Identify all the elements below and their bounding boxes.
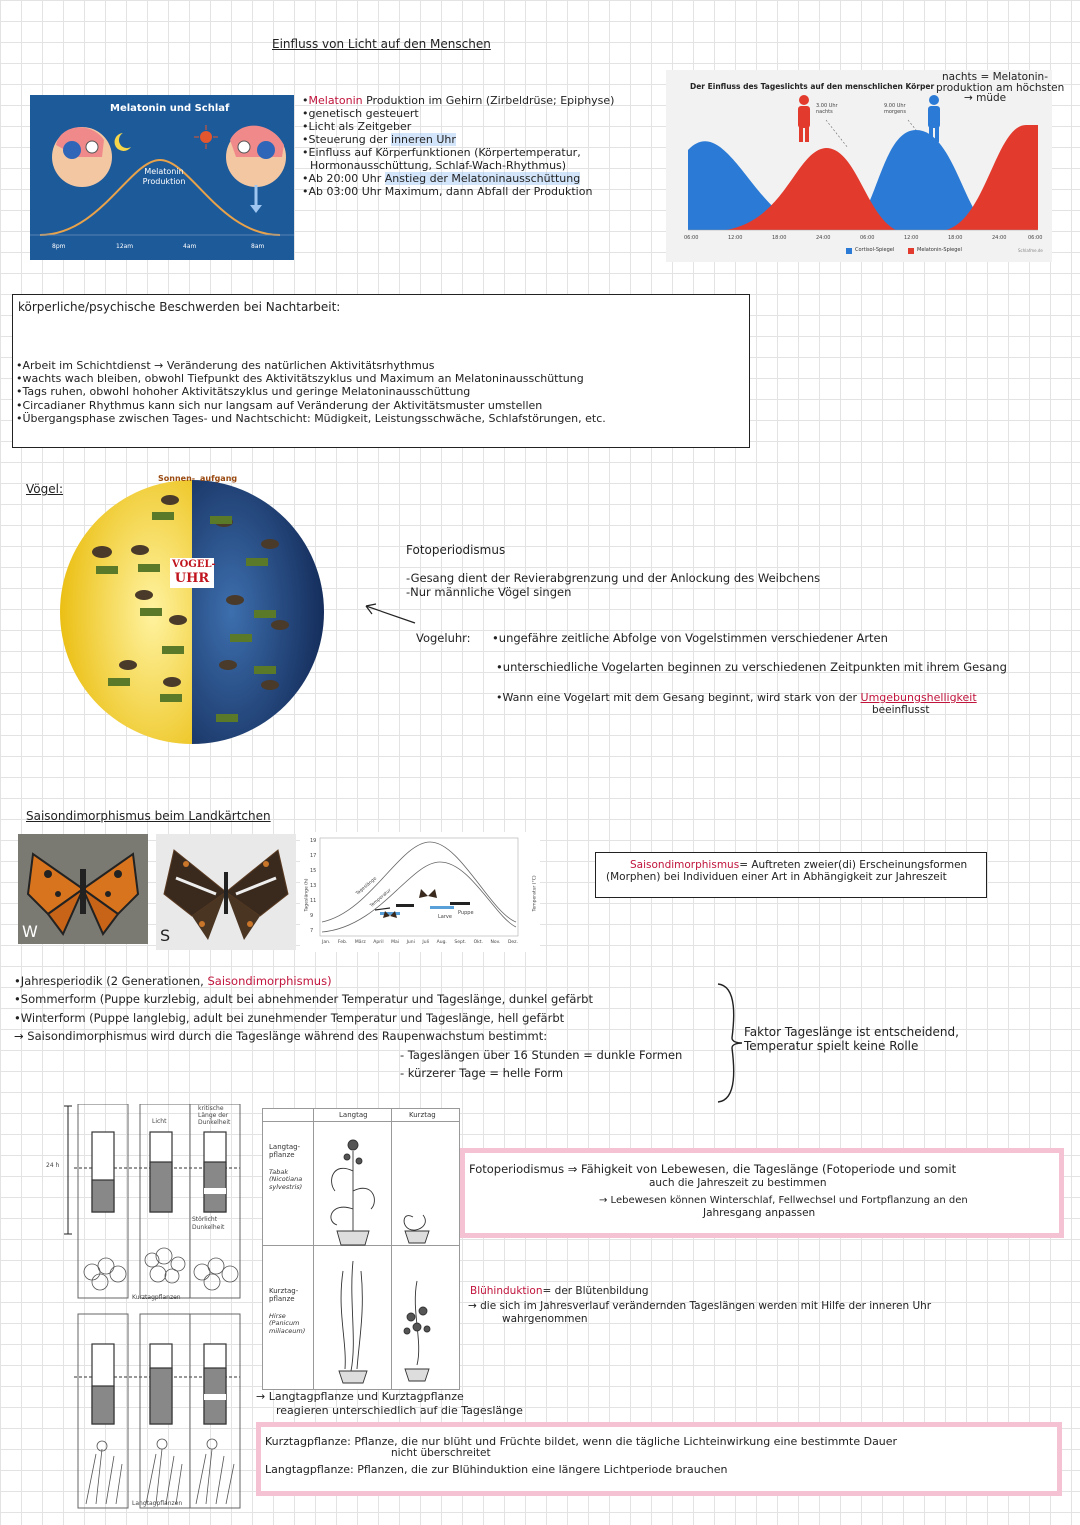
photo-def-line1: Fotoperiodismus ⇒ Fähigkeit von Lebewesen, die Tageslänge (Fotoperiode und somit (469, 1162, 957, 1176)
chart-ytick: 9 (310, 913, 314, 919)
melatonin-note-2: •genetisch gesteuert (302, 106, 419, 120)
birds-heading: Vögel: (26, 482, 63, 496)
melatonin-card-center-label: Melatonin Produktion (142, 167, 186, 186)
night-melatonin-note (936, 72, 1078, 104)
month-label: April (373, 940, 384, 945)
bird-clock-sunrise-right: aufgang (200, 474, 238, 483)
row1-label: Langtag-pflanze (269, 1143, 301, 1160)
month-label: März (354, 940, 366, 945)
melatonin-note-7: •Ab 03:00 Uhr Maximum, dann Abfall der Produktion (302, 184, 593, 198)
chart-ytick: 11 (310, 898, 317, 904)
night-work-item: •wachts wach bleiben, obwohl Tiefpunkt des Aktivitätszyklus und Maximum an Melatoninausschüttung (16, 372, 584, 386)
chart-ytick: 17 (310, 853, 317, 859)
react-note-2: reagieren unterschiedlich auf die Tageslänge (276, 1404, 523, 1417)
month-label: Okt. (473, 940, 483, 945)
bird-clock-note-3-suffix: beeinflusst (872, 704, 930, 716)
react-note-1: → Langtagpflanze und Kurztagpflanze (256, 1390, 464, 1403)
bar-label-licht: Licht (152, 1118, 167, 1125)
photoperiodism-definition-box (460, 1148, 1064, 1238)
daylight-x-5: 12:00 (904, 235, 919, 241)
bloom-induction: Blühinduktion= der Blütenbildung (470, 1285, 649, 1297)
melatonin-time-4am: 4am (183, 243, 197, 250)
winter-label: W (22, 922, 38, 941)
saisondimorphismus-definition-box (595, 852, 987, 898)
butterfly-note-1: •Jahresperiodik (2 Generationen, Saisondimorphismus) (14, 974, 332, 988)
melatonin-time-8am: 8am (251, 243, 265, 250)
bird-clock-note-3: •Wann eine Vogelart mit dem Gesang beginnt, wird stark von der Umgebungshelligkeit (496, 691, 977, 704)
night-work-item: •Übergangsphase zwischen Tages- und Nachtschicht: Müdigkeit, Leistungsschwäche, Schlafstörungen, etc. (16, 411, 606, 425)
chart-months (322, 940, 518, 945)
bar-label-critical: kritische Länge der Dunkelheit (198, 1105, 231, 1126)
night-work-item: •Circadianer Rhythmus kann sich nur langsam auf Veränderung der Aktivitätsmuster umstellen (16, 398, 543, 412)
legend-cortisol: Cortisol-Spiegel (855, 247, 895, 253)
chart-ytick: 15 (310, 868, 317, 874)
month-label: Sept. (454, 940, 467, 945)
melatonin-note-3: •Licht als Zeitgeber (302, 119, 412, 133)
daylight-figure1-label: 3.00 Uhr nachts (816, 103, 838, 115)
daylight-figure2-label: 9.00 Uhr morgens (884, 103, 906, 115)
butterfly-notes (14, 972, 714, 1082)
butterfly-note-3: •Winterform (Puppe langlebig, adult bei zunehmender Temperatur und Tageslänge, hell gefärbt (14, 1010, 565, 1025)
melatonin-notes (302, 95, 662, 199)
factor-note: Faktor Tageslänge ist entscheidend, Temperatur spielt keine Rolle (744, 1025, 959, 1054)
melatonin-note-4: •Steuerung der inneren Uhr (302, 132, 456, 146)
bird-clock-label: Vogeluhr: (416, 631, 471, 645)
night-work-box (12, 294, 750, 448)
saisondimorphismus-definition: Saisondimorphismus= Auftreten zweier(di) Erscheinungsformen (Morphen) bei Individuen einer Art in Abhängigkeit zur Jahreszeit (606, 859, 968, 884)
caption-langtagpflanzen: Langtagpflanzen (132, 1500, 183, 1507)
grid-col-langtag: Langtag (339, 1111, 368, 1119)
month-label: Nov. (490, 940, 501, 945)
bloom-induction-line3: wahrgenommen (502, 1313, 588, 1325)
photo-def-line2: auch die Jahreszeit zu bestimmen (649, 1177, 827, 1189)
short-day-definition-line2: nicht überschreitet (391, 1447, 491, 1459)
month-label: Mai (391, 940, 400, 945)
night-work-item: •Arbeit im Schichtdienst → Veränderung des natürlichen Aktivitätsrhythmus (16, 359, 435, 372)
birds-song-notes (406, 572, 820, 600)
daylength-ylabel: Tageslänge (h) (304, 878, 310, 912)
page-title: Einfluss von Licht auf den Menschen (272, 37, 491, 51)
melatonin-note-1: •Melatonin Produktion im Gehirn (Zirbeldrüse; Epiphyse) (302, 94, 615, 107)
month-label: Feb. (337, 940, 348, 945)
daylight-x-7: 24:00 (992, 235, 1007, 241)
melatonin-note-5: •Einfluss auf Körperfunktionen (Körpertemperatur, (302, 145, 581, 159)
melatonin-note-6: •Ab 20:00 Uhr Anstieg der Melatoninausschüttung (302, 171, 581, 185)
melatonin-sleep-card (30, 95, 294, 260)
bird-clock-center-1: VOGEL- (172, 559, 216, 570)
chart-stage1-label: Larve (438, 914, 452, 920)
plant-types-definition-box (256, 1422, 1062, 1496)
butterfly-note-6: - kürzerer Tage = helle Form (400, 1065, 564, 1080)
daylight-chart-title: Der Einfluss des Tageslichts auf den menschlichen Körper (690, 82, 935, 91)
row1-species: Tabak (Nicotiana sylvestris) (269, 1168, 303, 1191)
butterfly-note-2: •Sommerform (Puppe kurzlebig, adult bei abnehmender Temperatur und Tageslänge, dunkel gefärbt (14, 992, 593, 1007)
night-work-title: körperliche/psychische Beschwerden bei Nachtarbeit: (18, 300, 341, 314)
bar-label-stoerlicht: Störlicht Dunkelheit (192, 1216, 225, 1231)
bird-clock-note-1: •ungefähre zeitliche Abfolge von Vogelstimmen verschiedener Arten (492, 631, 888, 645)
daylight-x-1: 12:00 (728, 235, 743, 241)
night-work-item: •Tags ruhen, obwohl hohoher Aktivitätszyklus und geringe Melatoninausschüttung (16, 385, 471, 399)
birds-photoperiodism: Fotoperiodismus (406, 543, 506, 557)
butterfly-summer-photo (156, 834, 296, 950)
song-note: -Nur männliche Vögel singen (406, 584, 572, 599)
daylight-x-3: 24:00 (816, 235, 831, 241)
chart-stage2-label: Puppe (458, 910, 474, 916)
plant-bars-figure (40, 1104, 246, 1512)
bird-clock-sunrise-left: Sonnen- (158, 474, 196, 483)
melatonin-time-12am: 12am (116, 243, 134, 250)
butterfly-daylength-chart (300, 832, 540, 952)
month-label: Dez. (507, 940, 518, 945)
summer-label: S (160, 926, 171, 945)
plant-grid (262, 1108, 460, 1390)
butterfly-winter-photo (18, 834, 148, 944)
arrow-icon (360, 598, 420, 628)
caption-kurztagpflanzen: Kurztagpflanzen (132, 1294, 181, 1301)
chart-curve1-label: Tageslänge (355, 876, 378, 897)
song-note: -Gesang dient der Revierabgrenzung und der Anlockung des Weibchens (406, 571, 821, 585)
month-label: Juli (422, 940, 430, 945)
bird-clock-note-2: •unterschiedliche Vogelarten beginnen zu verschiedenen Zeitpunkten mit ihrem Gesang (496, 660, 1007, 674)
plant-bars-graphic (40, 1104, 246, 1512)
brace-icon (708, 982, 748, 1104)
daylight-x-0: 06:00 (684, 235, 699, 241)
chart-ytick: 7 (310, 928, 314, 934)
melatonin-card-title: Melatonin und Schlaf (110, 103, 230, 114)
daylength-chart-graphic (300, 832, 540, 952)
chart-ytick: 13 (310, 883, 317, 889)
daylight-x-2: 18:00 (772, 235, 787, 241)
daylight-x-8: 06:00 (1028, 235, 1043, 241)
month-label: Jan. (322, 940, 331, 945)
melatonin-note-5b: Hormonausschüttung, Schlaf-Wach-Rhythmus) (310, 158, 567, 172)
night-note-line1: nachts = Melatonin- (942, 71, 1049, 83)
legend-melatonin: Melatonin-Spiegel (917, 247, 962, 253)
plant-illustrations (313, 1121, 459, 1389)
month-label: Juni (406, 940, 415, 945)
butterfly-icon (156, 834, 296, 950)
night-note-line3: → müde (964, 92, 1007, 104)
row2-label: Kurztag-pflanze (269, 1287, 299, 1304)
bird-clock-center-2: UHR (174, 571, 210, 586)
row2-species: Hirse (Panicum miliaceum) (269, 1312, 306, 1335)
night-note-line2: produktion am höchsten (936, 81, 1065, 94)
daylight-x-4: 06:00 (860, 235, 875, 241)
axis-24h-label: 24 h (46, 1162, 60, 1169)
butterfly-note-5: - Tageslängen über 16 Stunden = dunkle Formen (400, 1047, 683, 1062)
butterfly-note-4: → Saisondimorphismus wird durch die Tageslänge während des Raupenwachstum bestimmt: (14, 1029, 548, 1044)
photo-def-line4: Jahresgang anpassen (703, 1207, 816, 1219)
butterfly-heading: Saisondimorphismus beim Landkärtchen (26, 809, 271, 823)
long-day-definition: Langtagpflanze: Pflanzen, die zur Blühinduktion eine längere Lichtperiode brauchen (265, 1463, 728, 1476)
daylight-chart-credit: Schlafme.de (1018, 248, 1043, 253)
bloom-induction-line2: → die sich im Jahresverlauf verändernden Tageslängen werden mit Hilfe der inneren Uhr (468, 1300, 932, 1312)
night-work-list (16, 359, 746, 425)
bird-clock (40, 470, 350, 760)
short-day-definition: Kurztagpflanze: Pflanze, die nur blüht und Früchte bildet, wenn die tägliche Lichteinwirkung eine bestimmte Dauer (265, 1435, 898, 1448)
temperature-ylabel: Temperatur (°C) (532, 875, 538, 912)
grid-col-kurztag: Kurztag (409, 1111, 436, 1119)
bird-clock-graphic (40, 470, 350, 760)
chart-curve2-label: Temperatur (369, 888, 393, 909)
photo-def-line3: → Lebewesen können Winterschlaf, Fellwechsel und Fortpflanzung an den (599, 1195, 968, 1206)
red-figure-icon (798, 95, 810, 142)
chart-ytick: 19 (310, 838, 317, 844)
month-label: Aug. (436, 940, 447, 945)
melatonin-time-8pm: 8pm (52, 243, 66, 250)
daylight-x-6: 18:00 (948, 235, 963, 241)
